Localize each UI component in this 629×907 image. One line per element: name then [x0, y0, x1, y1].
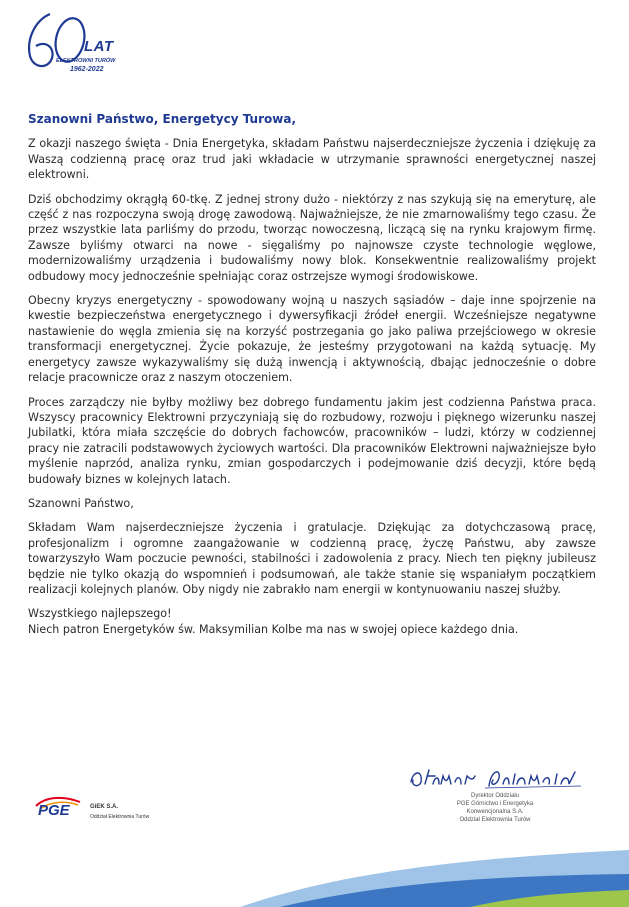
signature-block: [395, 764, 595, 824]
letter-body: [28, 112, 596, 646]
logo-lat-text: LAT: [84, 38, 114, 55]
letter-greeting: Szanowni Państwo, Energetycy Turowa,: [28, 112, 297, 126]
paragraph-1: Z okazji naszego święta - Dnia Energetyka, składam Państwu najserdeczniejsze życzenia i dziękuję za Waszą codzienną pracę oraz trud jaki wkładacie w utrzymanie sprawności energetycznej naszej elektrowni.: [28, 137, 596, 182]
closing-line-1: Wszystkiego najlepszego!: [28, 607, 172, 621]
closing: [28, 606, 596, 637]
logo-years: 1962-2022: [70, 66, 104, 73]
pge-brand: PGE: [38, 802, 70, 819]
paragraph-5: Składam Wam najserdeczniejsze życzenia i gratulacje. Dziękując za dotychczasową pracę, profesjonalizm i ogromne zaangażowanie w codzienną pracę, życzę Państwu, aby zawsze towarzyszyło Wam poczucie pewności, stabilności i zadowolenia z pracy. Niech ten piękny jubileusz będzie nie tylko okazją do wspomnień i podsumowań, ale także stanie się wspaniałym początkiem realizacji kolejnych planów. Oby nigdy nie zabrakło nam energii w kontynuowaniu naszej służby.: [28, 521, 596, 596]
paragraph-2: Dziś obchodzimy okrągłą 60-tkę. Z jednej strony dużo - niektórzy z nas szykują się na emeryturę, ale część z nas rozpoczyna swoją drogę zawodową. Najważniejsze, że nie zmarnowaliśmy tego czasu. Że przez wszystkie lata parliśmy do przodu, tworząc nowoczesną, liczącą się na rynku krajowym firmę. Zawsze byliśmy otwarci na nowe - sięgaliśmy po najnowsze czyste technologie węglowe, modernizowaliśmy urządzenia i budowaliśmy nowy blok. Konsekwentnie realizowaliśmy projekt odbudowy mocy jednocześnie spełniając coraz ostrzejsze wymogi środowiskowe.: [28, 192, 596, 283]
paragraph-4: Proces zarządczy nie byłby możliwy bez dobrego fundamentu jakim jest codzienna Państwa praca. Wszyscy pracownicy Elektrowni przyczyniają się do rozbudowy, rozwoju i pięknego wizerunku naszej Jubilatki, która miała szczęście do dobrych fachowców, pracowników – ludzi, którzy w codziennej pracy nie zatracili podstawowych życiowych wartości. Dla pracowników Elektrowni najważniejsze było myślenie naprzód, analiza rynku, zmian gospodarczych i podejmowanie dziś decyzji, które będą budowały biznes w kolejnych latach.: [28, 395, 596, 486]
signature-title-1: Dyrektor Oddziału: [470, 793, 520, 799]
anniversary-logo: [22, 8, 142, 82]
signature-title-4: Oddział Elektrownia Turów: [459, 817, 531, 823]
gek-company: GiEK S.A.: [90, 804, 119, 810]
decorative-waves-icon: [0, 820, 629, 907]
gek-branch: Oddział Elektrownia Turów: [90, 814, 150, 820]
signature-title-3: Konwencjonalna S.A.: [466, 809, 524, 815]
signature-title-2: PGE Górnictwo i Energetyka: [456, 801, 534, 807]
paragraph-salutation: Szanowni Państwo,: [28, 496, 134, 510]
handwritten-signature-icon: [405, 764, 585, 792]
paragraph-3: Obecny kryzys energetyczny - spowodowany wojną u naszych sąsiadów – daje inne spojrzenie na kwestie bezpieczeństwa energetycznego i dywersyfikacji źródeł energii. Wcześniejsze negatywne nastawienie do węgla zmienia się na korzyść postrzegania go jako paliwa przejściowego w okresie transformacji energetycznej. Życie pokazuje, że jesteśmy przygotowani na każdą sytuację. My energetycy zawsze wykazywaliśmy się dużą inwencją i aktywnością, dbając jednocześnie o dobre relacje pracownicze oraz z naszym otoczeniem.: [28, 294, 596, 385]
closing-line-2: Niech patron Energetyków św. Maksymilian Kolbe ma nas w swojej opiece każdego dnia.: [28, 622, 519, 636]
logo-subtitle: ELEKTROWNI TURÓW: [56, 58, 116, 64]
